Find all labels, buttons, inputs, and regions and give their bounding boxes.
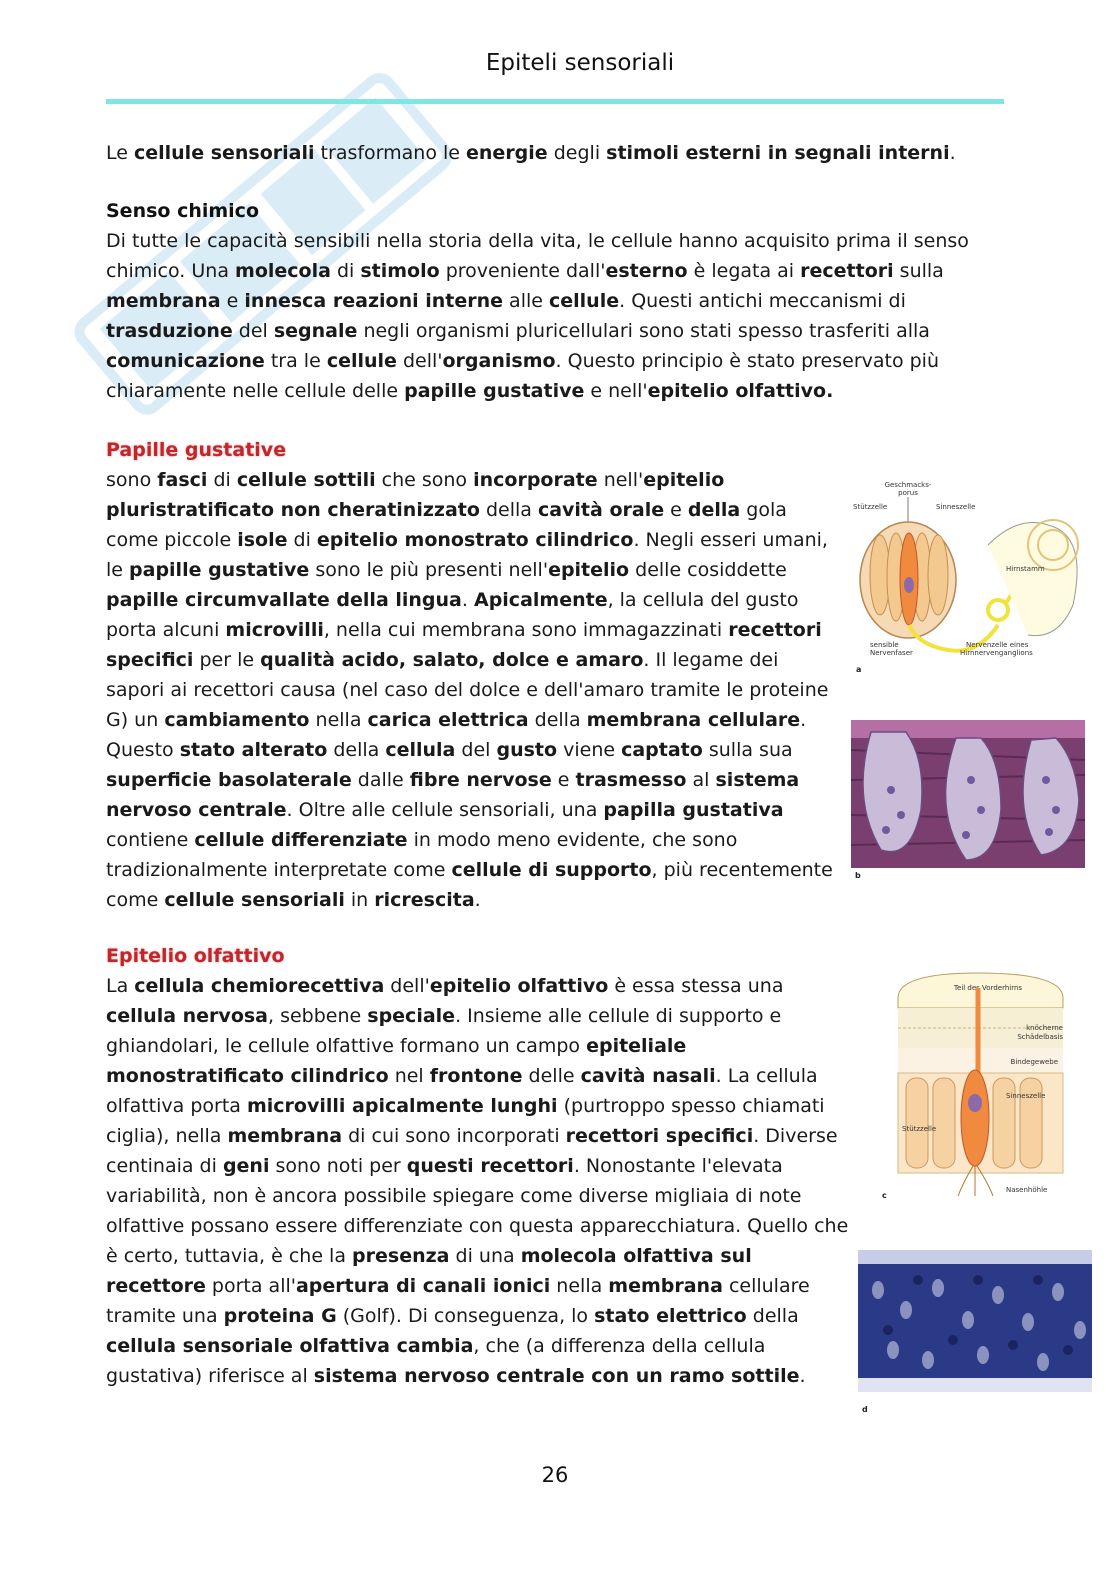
page-number: 26 xyxy=(541,1463,569,1487)
olfactory-micrograph xyxy=(858,1250,1092,1415)
svg-text:d: d xyxy=(862,1405,868,1414)
svg-text:Bindegewebe: Bindegewebe xyxy=(1010,1058,1058,1066)
page-title: Epiteli sensoriali xyxy=(485,50,675,76)
papille-gustative-heading: Papille gustative xyxy=(106,439,287,461)
svg-text:Hirnstamm: Hirnstamm xyxy=(1006,565,1045,573)
svg-text:Nervenfaser: Nervenfaser xyxy=(870,649,913,657)
epitelio-olfattivo-heading: Epitelio olfattivo xyxy=(106,945,285,967)
svg-text:Hirnnervenganglions: Hirnnervenganglions xyxy=(960,649,1033,657)
svg-text:b: b xyxy=(855,871,861,880)
intro-paragraph: Le cellule sensoriali trasformano le energie degli stimoli esterni in segnali interni. xyxy=(106,142,956,164)
senso-chimico-paragraph: Di tutte le capacità sensibili nella storia della vita, le cellule hanno acquisito prima il senso chimico. Una molecola di stimolo proveniente dall'esterno è legata ai recettori sulla membrana e innesca reazioni interne alle cellule. Questi antichi meccanismi di trasduzione del segnale negli organismi pluricellulari sono stati spesso trasferiti alla comunicazione tra le cellule dell'organismo. Questo principio è stato preservato più chiaramente nelle cellule delle papille gustative e nell'epitelio olfattivo. xyxy=(106,230,969,402)
title-rule xyxy=(106,99,1004,104)
svg-text:c: c xyxy=(882,1191,887,1200)
taste-bud-diagram xyxy=(848,475,1088,675)
papille-gustative-paragraph: sono fasci di cellule sottili che sono incorporate nell'epitelio pluristratificato non cheratinizzato della cavità orale e della gola come piccole isole di epitelio monostrato cilindrico. Negli esseri umani, le papille gustative sono le più presenti nell'epitelio delle cosiddette papille circumvallate della lingua. Apicalmente, la cellula del gusto porta alcuni microvilli, nella cui membrana sono immagazzinati recettori specifici per le qualità acido, salato, dolce e amaro. Il legame dei sapori ai recettori causa (nel caso del dolce e dell'amaro tramite le proteine G) un cambiamento nella carica elettrica della membrana cellulare. Questo stato alterato della cellula del gusto viene captato sulla sua superficie basolaterale dalle fibre nervose e trasmesso al sistema nervoso centrale. Oltre alle cellule sensoriali, una papilla gustativa contiene cellule differenziate in modo meno evidente, che sono tradizionalmente interpretate come cellule di supporto, più recentemente come cellule sensoriali in ricrescita. xyxy=(106,469,833,911)
svg-text:Stützzelle: Stützzelle xyxy=(853,503,888,511)
svg-text:knöcherne: knöcherne xyxy=(1026,1024,1063,1032)
svg-text:Stützzelle: Stützzelle xyxy=(902,1125,937,1133)
svg-text:Sinneszelle: Sinneszelle xyxy=(1006,1092,1046,1100)
senso-chimico-heading: Senso chimico xyxy=(106,200,260,222)
svg-text:porus: porus xyxy=(898,489,918,497)
svg-text:Schädelbasis: Schädelbasis xyxy=(1017,1033,1063,1041)
svg-text:sensible: sensible xyxy=(870,641,899,649)
svg-text:Nasenhöhle: Nasenhöhle xyxy=(1006,1186,1048,1194)
taste-bud-micrograph xyxy=(851,720,1085,880)
svg-text:Geschmacks-: Geschmacks- xyxy=(884,481,932,489)
olfactory-epithelium-diagram xyxy=(878,968,1070,1200)
svg-text:Nervenzelle eines: Nervenzelle eines xyxy=(966,641,1029,649)
epitelio-olfattivo-paragraph: La cellula chemiorecettiva dell'epitelio olfattivo è essa stessa una cellula nervosa, sebbene speciale. Insieme alle cellule di supporto e ghiandolari, le cellule olfattive formano un campo epiteliale monostratificato cilindrico nel frontone delle cavità nasali. La cellula olfattiva porta microvilli apicalmente lunghi (purtroppo spesso chiamati ciglia), nella membrana di cui sono incorporati recettori specifici. Diverse centinaia di geni sono noti per questi recettori. Nonostante l'elevata variabilità, non è ancora possibile spiegare come diverse migliaia di note olfattive possano essere differenziate con questa apparecchiatura. Quello che è certo, tuttavia, è che la presenza di una molecola olfattiva sul recettore porta all'apertura di canali ionici nella membrana cellulare tramite una proteina G (Golf). Di conseguenza, lo stato elettrico della cellula sensoriale olfattiva cambia, che (a differenza della cellula gustativa) riferisce al sistema nervoso centrale con un ramo sottile. xyxy=(106,975,849,1387)
svg-text:a: a xyxy=(856,665,862,674)
svg-text:Teil des Vorderhirns: Teil des Vorderhirns xyxy=(953,984,1023,992)
svg-text:Sinneszelle: Sinneszelle xyxy=(936,503,976,511)
